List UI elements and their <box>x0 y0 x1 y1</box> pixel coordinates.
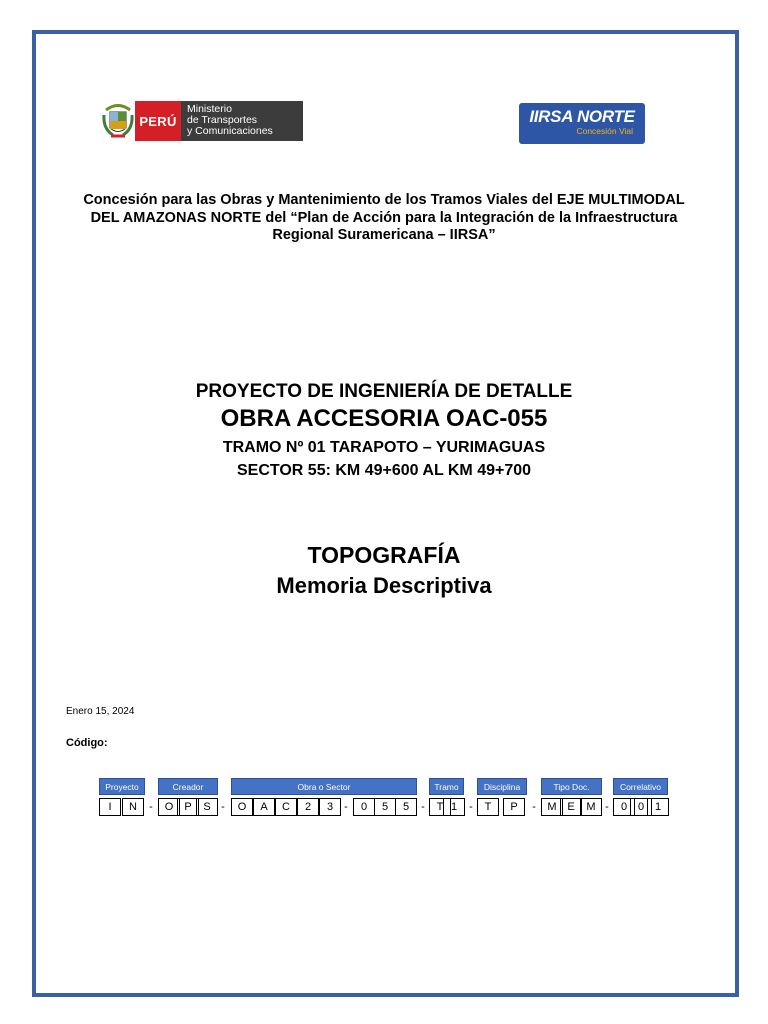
code-header-obra: Obra o Sector <box>231 778 417 795</box>
iirsa-logo-tagline: Concesión Vial <box>576 126 633 136</box>
code-header-tipo-doc: Tipo Doc. <box>541 778 602 795</box>
concession-description: Concesión para las Obras y Mantenimiento de los Tramos Viales del EJE MULTIMODAL DEL AMAZONAS NORTE del “Plan de Acción para la Integración de la Infraestructura Regional Suramericana – IIRSA” <box>83 192 685 243</box>
code-cell: 5 <box>374 798 396 816</box>
code-cell: 3 <box>319 798 341 816</box>
code-cell: 0 <box>630 798 652 816</box>
code-cell: O <box>231 798 253 816</box>
code-cell: T <box>477 798 499 816</box>
code-label: Código: <box>66 737 108 749</box>
ministry-line: y Comunicaciones <box>187 125 273 137</box>
work-title: OBRA ACCESORIA OAC-055 <box>220 405 548 432</box>
code-cell: S <box>196 798 218 816</box>
code-cell: M <box>541 798 563 816</box>
code-header-disciplina: Disciplina <box>477 778 527 795</box>
code-cell: M <box>580 798 602 816</box>
iirsa-norte-logo <box>519 103 645 144</box>
code-separator: - <box>221 801 225 813</box>
iirsa-logo-name: IIRSA NORTE <box>529 107 635 126</box>
tramo-line: TRAMO Nº 01 TARAPOTO – YURIMAGUAS <box>222 439 546 456</box>
document-title: TOPOGRAFÍA <box>307 542 461 568</box>
code-separator: - <box>605 801 609 813</box>
code-cell: P <box>177 798 199 816</box>
code-separator: - <box>421 801 425 813</box>
ministry-line: Ministerio <box>187 103 232 115</box>
code-cell: 0 <box>613 798 635 816</box>
page-border <box>32 30 739 997</box>
code-cell: C <box>275 798 297 816</box>
code-cell: A <box>253 798 275 816</box>
code-cell: O <box>158 798 180 816</box>
document-subtitle: Memoria Descriptiva <box>276 573 492 598</box>
code-cell: 1 <box>443 798 465 816</box>
peru-label: PERÚ <box>135 101 181 141</box>
code-cell: E <box>560 798 582 816</box>
ministry-name <box>181 101 303 141</box>
code-header-tramo: Tramo <box>429 778 464 795</box>
code-separator: - <box>532 801 536 813</box>
code-cell: 5 <box>395 798 417 816</box>
code-cell: 0 <box>353 798 375 816</box>
code-separator: - <box>149 801 153 813</box>
code-header-proyecto: Proyecto <box>99 778 145 795</box>
code-cell: T <box>429 798 451 816</box>
code-cell: I <box>99 798 121 816</box>
project-heading: PROYECTO DE INGENIERÍA DE DETALLE <box>195 381 573 402</box>
code-cell: 1 <box>647 798 669 816</box>
code-cell: 2 <box>297 798 319 816</box>
code-header-creador: Creador <box>158 778 218 795</box>
ministry-line: de Transportes <box>187 114 258 126</box>
document-date: Enero 15, 2024 <box>66 706 135 717</box>
code-cell: N <box>122 798 144 816</box>
code-separator: - <box>344 801 348 813</box>
code-header-correlativo: Correlativo <box>613 778 668 795</box>
code-separator: - <box>469 801 473 813</box>
sector-line: SECTOR 55: KM 49+600 AL KM 49+700 <box>236 462 532 479</box>
mtc-logo <box>101 101 303 141</box>
coat-of-arms-icon <box>101 101 135 141</box>
code-cell: P <box>503 798 525 816</box>
